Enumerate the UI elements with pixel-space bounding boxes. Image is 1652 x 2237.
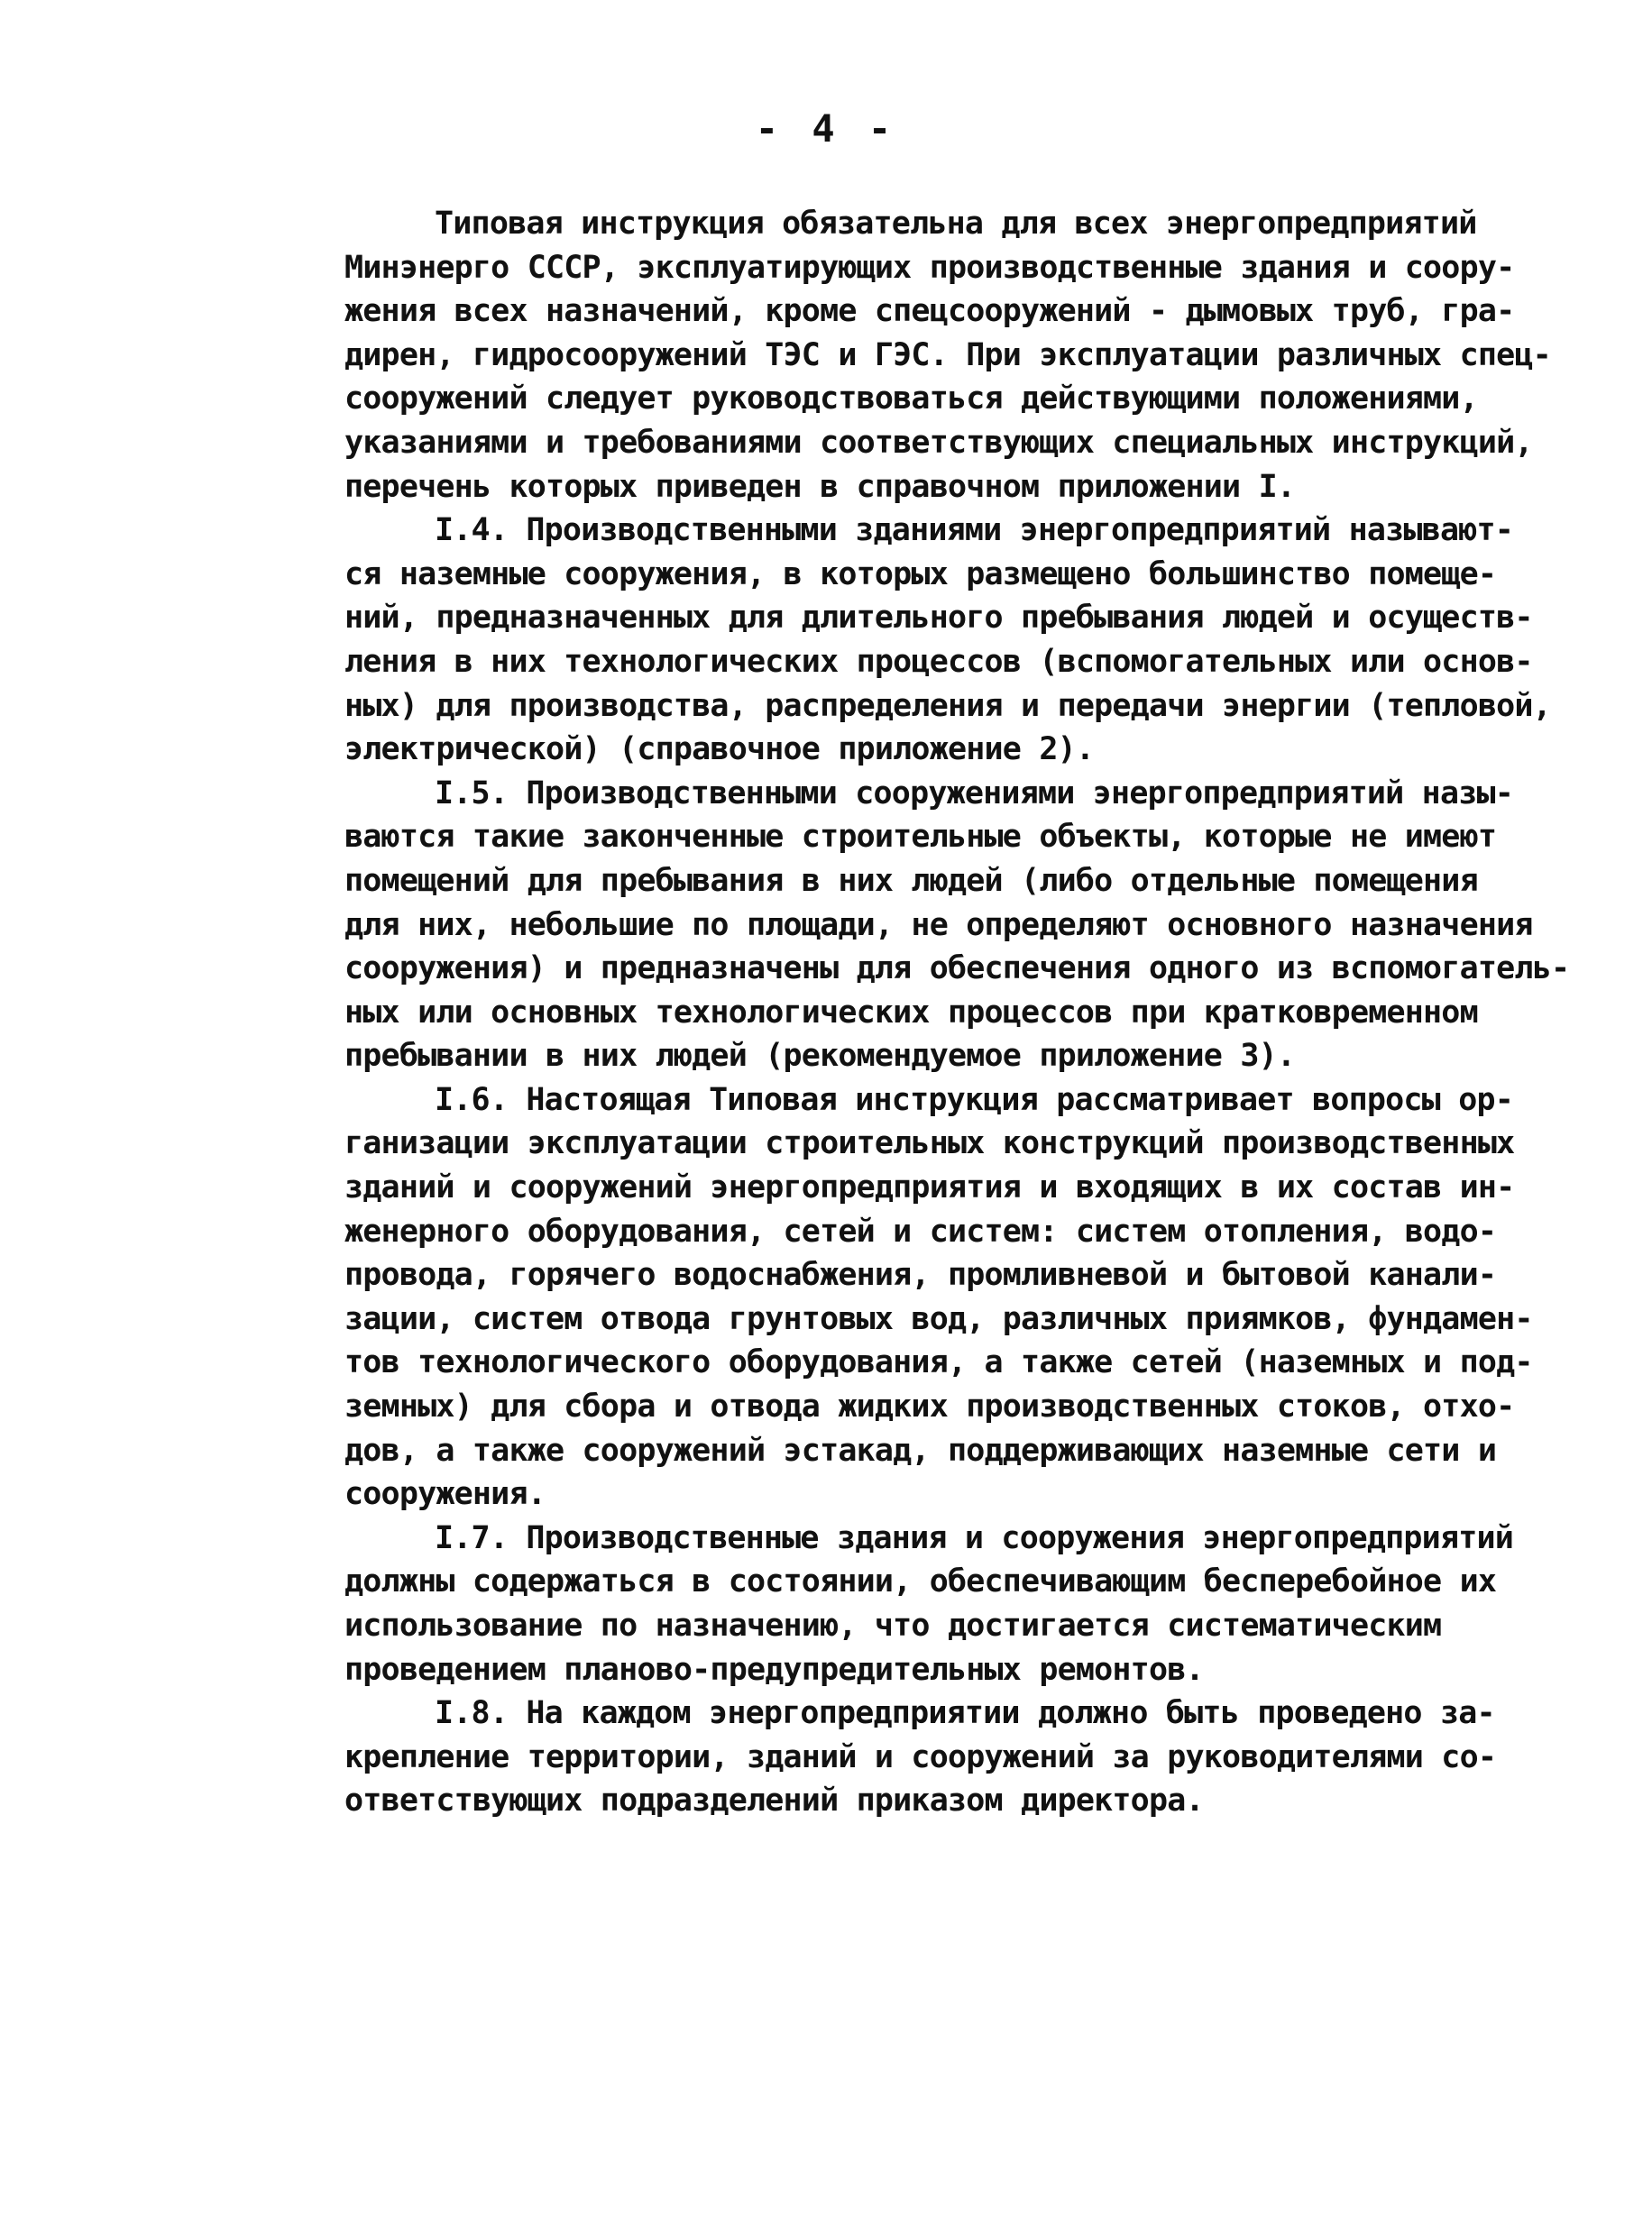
text-line: использование по назначению, что достигается систематическим bbox=[344, 1608, 1442, 1644]
text-line: дов, а также сооружений эстакад, поддерживающих наземные сети и bbox=[344, 1432, 1497, 1469]
text-line: тов технологического оборудования, а также сетей (наземных и под- bbox=[344, 1344, 1533, 1381]
text-line: жения всех назначений, кроме спецсооружений - дымовых труб, гра- bbox=[344, 293, 1515, 330]
document-body bbox=[344, 202, 1570, 1823]
text-line: I.7. Производственные здания и сооружения энергопредприятий bbox=[435, 1519, 1514, 1556]
text-line: ответствующих подразделений приказом директора. bbox=[344, 1783, 1204, 1820]
text-line: ления в них технологических процессов (вспомогательных или основ- bbox=[344, 643, 1533, 680]
text-line: ганизации эксплуатации строительных конструкций производственных bbox=[344, 1125, 1515, 1162]
text-line: крепление территории, зданий и сооружений за руководителями со- bbox=[344, 1738, 1497, 1775]
text-line: I.4. Производственными зданиями энергопредприятий называют- bbox=[435, 512, 1514, 549]
text-line: перечень которых приведен в справочном приложении I. bbox=[344, 468, 1296, 505]
text-line: помещений для пребывания в них людей (либо отдельные помещения bbox=[344, 862, 1478, 899]
paragraph-intro bbox=[344, 202, 1553, 509]
text-line: женерного оборудования, сетей и систем: систем отопления, водо- bbox=[344, 1213, 1497, 1250]
text-line: дирен, гидросооружений ТЭС и ГЭС. При эксплуатации различных спец- bbox=[344, 336, 1551, 373]
text-line: должны содержаться в состоянии, обеспечивающим бесперебойное их bbox=[344, 1563, 1497, 1600]
paragraph-1-5 bbox=[344, 772, 1570, 1078]
paragraph-1-7 bbox=[344, 1517, 1553, 1692]
text-line: I.5. Производственными сооружениями энергопредприятий назы- bbox=[435, 775, 1514, 811]
text-line: земных) для сбора и отвода жидких производственных стоков, отхо- bbox=[344, 1389, 1515, 1426]
text-line: Типовая инструкция обязательна для всех энергопредприятий bbox=[435, 206, 1477, 242]
text-line: ся наземные сооружения, в которых размещено большинство помеще- bbox=[344, 555, 1497, 592]
text-line: ний, предназначенных для длительного пребывания людей и осуществ- bbox=[344, 600, 1533, 637]
text-line: указаниями и требованиями соответствующих специальных инструкций, bbox=[344, 424, 1533, 461]
paragraph-1-4 bbox=[344, 509, 1553, 772]
text-line: электрической) (справочное приложение 2). bbox=[344, 731, 1095, 768]
text-line: Минэнерго СССР, эксплуатирующих производственные здания и соору- bbox=[344, 249, 1515, 286]
text-line: сооружения. bbox=[344, 1476, 546, 1513]
paragraph-1-8 bbox=[344, 1692, 1553, 1823]
text-line: ных) для производства, распределения и передачи энергии (тепловой, bbox=[344, 687, 1551, 724]
text-line: проведением планово-предупредительных ремонтов. bbox=[344, 1651, 1204, 1688]
paragraph-1-6 bbox=[344, 1078, 1553, 1517]
page-number: - 4 - bbox=[755, 106, 897, 151]
text-line: пребывании в них людей (рекомендуемое приложение 3). bbox=[344, 1038, 1296, 1075]
text-line: сооружений следует руководствоваться действующими положениями, bbox=[344, 380, 1478, 417]
text-line: ных или основных технологических процессов при кратковременном bbox=[344, 994, 1478, 1031]
text-line: для них, небольшие по площади, не определяют основного назначения bbox=[344, 906, 1533, 943]
text-line: зданий и сооружений энергопредприятия и входящих в их состав ин- bbox=[344, 1169, 1515, 1206]
text-line: сооружения) и предназначены для обеспечения одного из вспомогатель- bbox=[344, 950, 1570, 987]
text-line: ваются такие законченные строительные объекты, которые не имеют bbox=[344, 819, 1497, 856]
text-line: I.6. Настоящая Типовая инструкция рассматривает вопросы ор- bbox=[435, 1081, 1514, 1118]
text-line: зации, систем отвода грунтовых вод, различных приямков, фундамен- bbox=[344, 1300, 1533, 1337]
text-line: провода, горячего водоснабжения, промливневой и бытовой канали- bbox=[344, 1257, 1497, 1294]
text-line: I.8. На каждом энергопредприятии должно быть проведено за- bbox=[435, 1695, 1495, 1732]
